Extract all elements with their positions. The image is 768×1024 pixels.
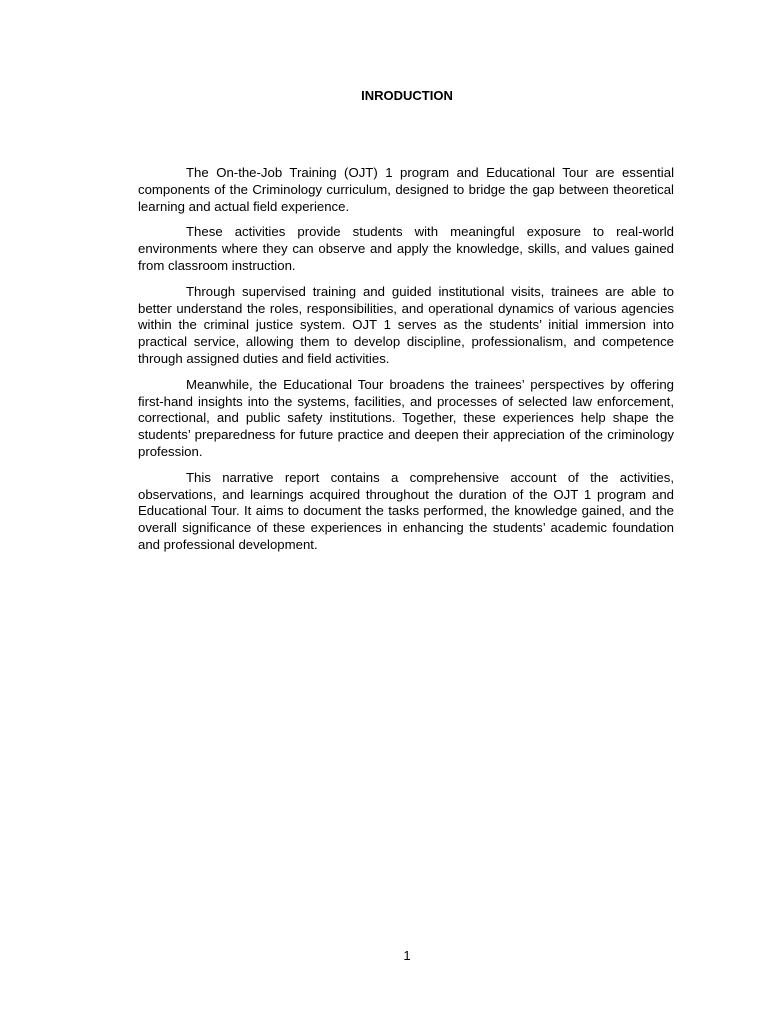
paragraph-5: This narrative report contains a comprehensive account of the activities, observations, and learnings acquired throughout the duration of the OJT 1 program and Educational Tour. It aims to document the tasks performed, the knowledge gained, and the overall significance of these experiences in enhancing the students’ academic foundation and professional development. bbox=[138, 469, 674, 552]
paragraph-2: These activities provide students with meaningful exposure to real-world environments where they can observe and apply the knowledge, skills, and values gained from classroom instruction. bbox=[138, 224, 674, 273]
page-title: INRODUCTION bbox=[361, 88, 453, 103]
paragraph-4: Meanwhile, the Educational Tour broadens the trainees’ perspectives by offering first-hand insights into the systems, facilities, and processes of selected law enforcement, correctional, and public safety institutions. Together, these experiences help shape the students’ preparedness for future practice and deepen their appreciation of the criminology profession. bbox=[138, 376, 674, 459]
page-number: 1 bbox=[403, 948, 411, 963]
paragraph-1: The On-the-Job Training (OJT) 1 program and Educational Tour are essential components of the Criminology curriculum, designed to bridge the gap between theoretical learning and actual field experience. bbox=[138, 165, 674, 214]
paragraph-3: Through supervised training and guided institutional visits, trainees are able to better understand the roles, responsibilities, and operational dynamics of various agencies within the criminal justice system. OJT 1 serves as the students’ initial immersion into practical service, allowing them to develop discipline, professionalism, and competence through assigned duties and field activities. bbox=[138, 283, 674, 366]
body-text bbox=[138, 165, 674, 563]
